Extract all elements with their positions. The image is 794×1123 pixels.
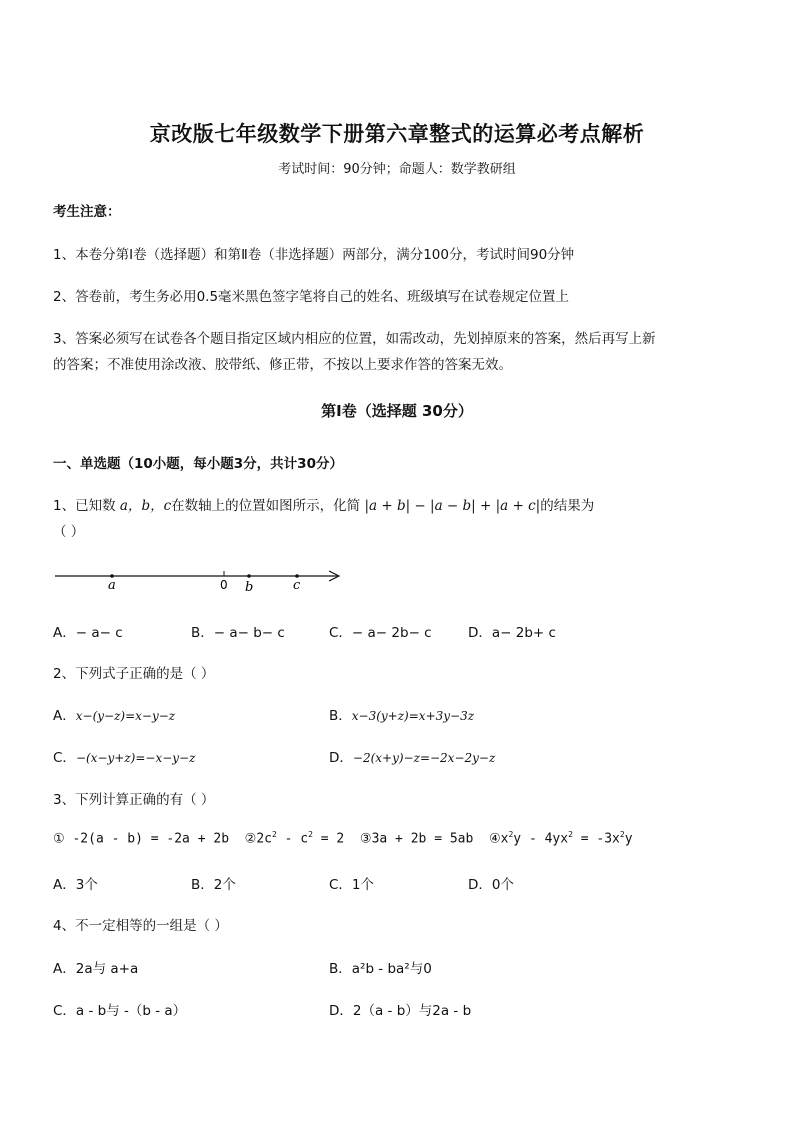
q1-option-b[interactable]: B．− a− b− c	[191, 625, 285, 641]
section-title: 第Ⅰ卷（选择题 30分）	[321, 402, 473, 420]
part-heading: 一、单选题（10小题，每小题3分，共计30分）	[53, 456, 343, 472]
note-item: 2、答卷前，考生务必用0.5毫米黑色签字笔将自己的姓名、班级填写在试卷规定位置上	[53, 289, 570, 305]
q3-option-c[interactable]: C．1个	[329, 877, 375, 893]
q3-option-b[interactable]: B．2个	[191, 877, 236, 893]
label-zero: 0	[220, 578, 228, 592]
note-item: 的答案；不准使用涂改液、胶带纸、修正带，不按以上要求作答的答案无效。	[53, 357, 512, 373]
page-title: 京改版七年级数学下册第六章整式的运算必考点解析	[149, 121, 645, 146]
q1-option-a[interactable]: A．− a− c	[53, 625, 123, 641]
note-item: 3、答案必须写在试卷各个题目指定区域内相应的位置，如需改动，先划掉原来的答案，然后再写上新	[53, 331, 656, 347]
q1-option-d[interactable]: D．a− 2b+ c	[468, 625, 556, 641]
q4-option-b[interactable]: B．a²b - ba²与0	[329, 961, 432, 977]
q4-option-c[interactable]: C．a - b与 -（b - a）	[53, 1003, 187, 1019]
q2-option-c[interactable]: C．−(x−y+z)=−x−y−z	[53, 750, 196, 766]
number-line-figure	[50, 562, 350, 598]
question-3-statements: ① -2(a - b) = -2a + 2b $②2c^2 - c^2 = 2$ ③3a + 2b = 5ab $④x^2y - 4yx^2 = -3x^2y$	[53, 830, 633, 847]
note-item: 1、本卷分第Ⅰ卷（选择题）和第Ⅱ卷（非选择题）两部分，满分100分，考试时间90分钟	[53, 247, 575, 263]
label-c: c	[293, 578, 301, 593]
q4-option-d[interactable]: D．2（a - b）与2a - b	[329, 1003, 472, 1019]
point-b	[247, 574, 251, 578]
q4-option-a[interactable]: A．2a与 a+a	[53, 961, 139, 977]
q3-option-a[interactable]: A．3个	[53, 877, 98, 893]
notes-heading: 考生注意：	[53, 204, 121, 220]
q2-option-a[interactable]: A．x−(y−z)=x−y−z	[53, 708, 176, 724]
label-a: a	[108, 578, 116, 593]
exam-info: 考试时间：90分钟；命题人：数学教研组	[278, 162, 516, 177]
q2-option-b[interactable]: B．x−3(y+z)=x+3y−3z	[329, 708, 475, 724]
label-b: b	[245, 580, 254, 595]
question-1-paren: （ ）	[53, 524, 85, 540]
question-3-stem: 3、下列计算正确的有（ ）	[53, 792, 215, 808]
question-1-stem: 1、已知数 a，b，c在数轴上的位置如图所示，化简 |a + b| − |a − b| + |a + c|的结果为	[53, 498, 595, 514]
q1-option-c[interactable]: C．− a− 2b− c	[329, 625, 432, 641]
question-2-stem: 2、下列式子正确的是（ ）	[53, 666, 215, 682]
q3-option-d[interactable]: D．0个	[468, 877, 514, 893]
question-4-stem: 4、不一定相等的一组是（ ）	[53, 918, 228, 934]
q2-option-d[interactable]: D．−2(x+y)−z=−2x−2y−z	[329, 750, 496, 766]
